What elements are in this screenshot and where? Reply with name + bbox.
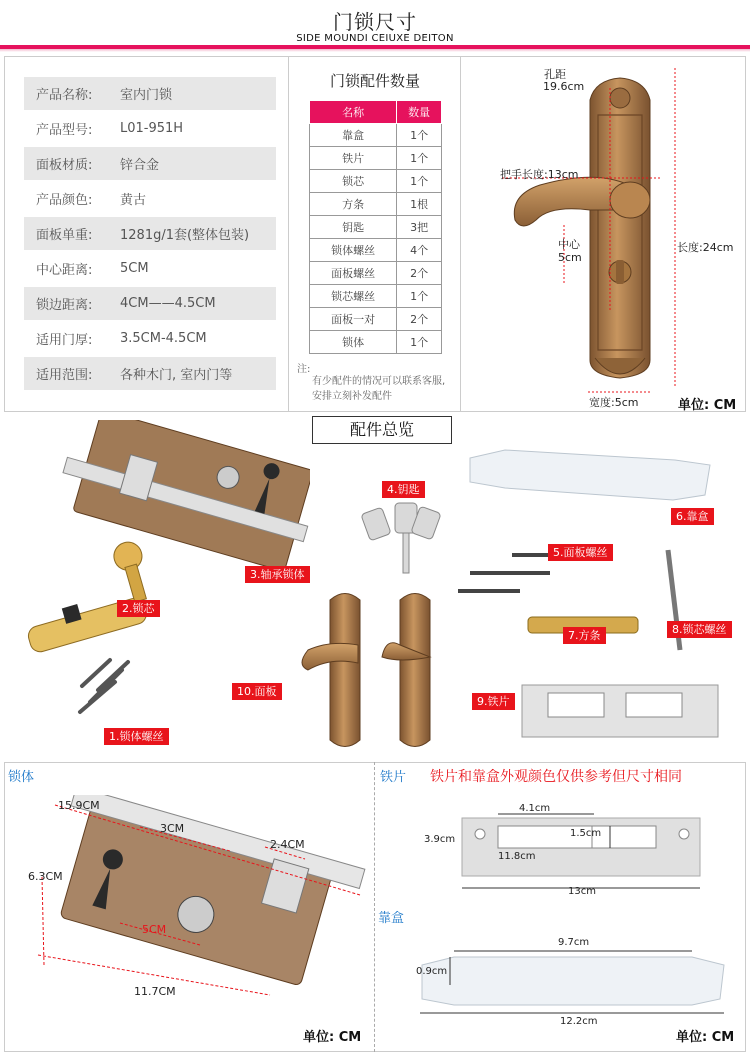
page-title: 门锁尺寸 xyxy=(333,10,417,34)
accessory-tag: 10.面板 xyxy=(232,683,282,700)
strike-dim: 13cm xyxy=(568,886,596,897)
panels-illustration xyxy=(290,585,440,760)
spec-label: 产品型号: xyxy=(36,123,93,138)
spec-label: 锁边距离: xyxy=(36,298,93,313)
center-label: 中心 xyxy=(558,238,580,251)
strike-dim: 11.8cm xyxy=(498,851,536,862)
lock-dim: 6.3CM xyxy=(28,870,63,883)
page-subtitle: SIDE MOUNDI CEIUXE DEITON xyxy=(296,33,454,44)
spec-row xyxy=(24,147,276,180)
lock-dim: 3CM xyxy=(160,822,185,835)
table-row xyxy=(310,262,442,285)
spec-row xyxy=(24,357,276,390)
accessory-tag: 5.面板螺丝 xyxy=(548,544,613,561)
color-disclaimer: 铁片和靠盒外观颜色仅供参考但尺寸相同 xyxy=(430,769,682,785)
spec-row xyxy=(24,112,276,145)
item-qty: 1个 xyxy=(397,170,442,193)
box-dim: 0.9cm xyxy=(416,966,448,977)
spec-value: L01-951H xyxy=(120,121,184,136)
spec-row xyxy=(24,182,276,215)
accessory-tag: 1.锁体螺丝 xyxy=(104,728,169,745)
panel-divider xyxy=(460,56,461,412)
table-row xyxy=(310,285,442,308)
accessories-title: 配件总览 xyxy=(312,416,452,444)
item-name: 靠盒 xyxy=(310,124,397,147)
note-label: 注: xyxy=(297,364,311,375)
lock-dim: 5CM xyxy=(142,923,167,936)
accessory-tag: 3.轴承锁体 xyxy=(245,566,310,583)
table-row xyxy=(310,124,442,147)
lock-dim: 15.9CM xyxy=(58,799,100,812)
item-qty: 1根 xyxy=(397,193,442,216)
spec-row xyxy=(24,217,276,250)
table-row xyxy=(310,193,442,216)
box-dim: 12.2cm xyxy=(560,1016,598,1027)
spec-row xyxy=(24,287,276,320)
strike-box-illustration xyxy=(465,440,715,510)
item-name: 锁芯 xyxy=(310,170,397,193)
table-row xyxy=(310,331,442,354)
accessory-tag: 6.靠盒 xyxy=(671,508,714,525)
spec-label: 面板材质: xyxy=(36,158,93,173)
strike-dim: 1.5cm xyxy=(570,828,602,839)
strike-plate-illustration xyxy=(520,683,720,739)
unit-label: 单位: CM xyxy=(678,398,737,413)
keys-illustration xyxy=(345,495,445,585)
quantity-table xyxy=(309,100,442,354)
item-qty: 1个 xyxy=(397,331,442,354)
note-text: 有少配件的情况可以联系客服, 安排立刻补发配件 xyxy=(312,376,446,402)
spec-value: 锌合金 xyxy=(120,158,160,173)
table-row xyxy=(310,147,442,170)
spec-label: 面板单重: xyxy=(36,228,93,243)
spindle-illustration xyxy=(520,545,700,655)
item-name: 钥匙 xyxy=(310,216,397,239)
spec-value: 3.5CM-4.5CM xyxy=(120,331,207,346)
box-section-label: 靠盒 xyxy=(378,911,405,926)
spec-row xyxy=(24,252,276,285)
lock-dim: 2.4CM xyxy=(270,838,305,851)
item-name: 锁体 xyxy=(310,331,397,354)
item-qty: 1个 xyxy=(397,124,442,147)
hole-distance-label: 孔距 xyxy=(544,68,566,81)
lock-body-section-label: 锁体 xyxy=(8,770,35,785)
spec-label: 适用范围: xyxy=(36,368,93,383)
handle-illustration xyxy=(470,60,745,410)
item-name: 锁芯螺丝 xyxy=(310,285,397,308)
item-qty: 1个 xyxy=(397,147,442,170)
accessory-tag: 2.锁芯 xyxy=(117,600,160,617)
width-label: 宽度:5cm xyxy=(589,396,639,409)
accessory-tag: 4.钥匙 xyxy=(382,481,425,498)
item-qty: 3把 xyxy=(397,216,442,239)
panel-divider xyxy=(288,56,289,412)
item-qty: 1个 xyxy=(397,285,442,308)
spec-row xyxy=(24,77,276,110)
table-header: 数量 xyxy=(397,101,442,124)
dimensions-divider xyxy=(374,762,375,1052)
item-qty: 4个 xyxy=(397,239,442,262)
item-qty: 2个 xyxy=(397,308,442,331)
spec-value: 各种木门, 室内门等 xyxy=(120,368,233,383)
item-name: 方条 xyxy=(310,193,397,216)
spec-value: 室内门锁 xyxy=(120,88,173,103)
spec-value: 4CM——4.5CM xyxy=(120,296,216,311)
spec-label: 适用门厚: xyxy=(36,333,93,348)
spec-value: 1281g/1套(整体包装) xyxy=(120,228,250,243)
strike-dim: 3.9cm xyxy=(424,834,456,845)
spec-label: 产品名称: xyxy=(36,88,93,103)
item-name: 锁体螺丝 xyxy=(310,239,397,262)
accessory-tag: 9.铁片 xyxy=(472,693,515,710)
table-row xyxy=(310,170,442,193)
lock-dim: 11.7CM xyxy=(134,985,176,998)
spec-value: 黄古 xyxy=(120,193,147,208)
spec-value: 5CM xyxy=(120,261,149,276)
lock-body-dimension-drawing xyxy=(30,795,370,1005)
item-name: 面板一对 xyxy=(310,308,397,331)
quantity-title: 门锁配件数量 xyxy=(329,72,420,90)
hole-distance-value: 19.6cm xyxy=(543,80,585,93)
center-value: 5cm xyxy=(558,251,582,264)
header-shadow xyxy=(0,49,750,52)
strike-section-label: 铁片 xyxy=(380,770,407,785)
box-dim: 9.7cm xyxy=(558,937,590,948)
spec-label: 产品颜色: xyxy=(36,193,93,208)
accessory-tag: 8.锁芯螺丝 xyxy=(667,621,732,638)
lock-body-screws-illustration xyxy=(70,650,140,722)
unit-label: 单位: CM xyxy=(676,1030,735,1045)
spec-label: 中心距离: xyxy=(36,263,93,278)
item-qty: 2个 xyxy=(397,262,442,285)
spec-row xyxy=(24,322,276,355)
table-header: 名称 xyxy=(310,101,397,124)
table-row xyxy=(310,308,442,331)
strike-box-dimension-drawing xyxy=(412,945,732,1025)
table-row xyxy=(310,239,442,262)
strike-dim: 4.1cm xyxy=(519,803,551,814)
handle-length-label: 把手长度:13cm xyxy=(500,168,579,181)
item-name: 面板螺丝 xyxy=(310,262,397,285)
item-name: 铁片 xyxy=(310,147,397,170)
accessory-tag: 7.方条 xyxy=(563,627,606,644)
table-row xyxy=(310,216,442,239)
unit-label: 单位: CM xyxy=(303,1030,362,1045)
length-label: 长度:24cm xyxy=(677,241,734,254)
